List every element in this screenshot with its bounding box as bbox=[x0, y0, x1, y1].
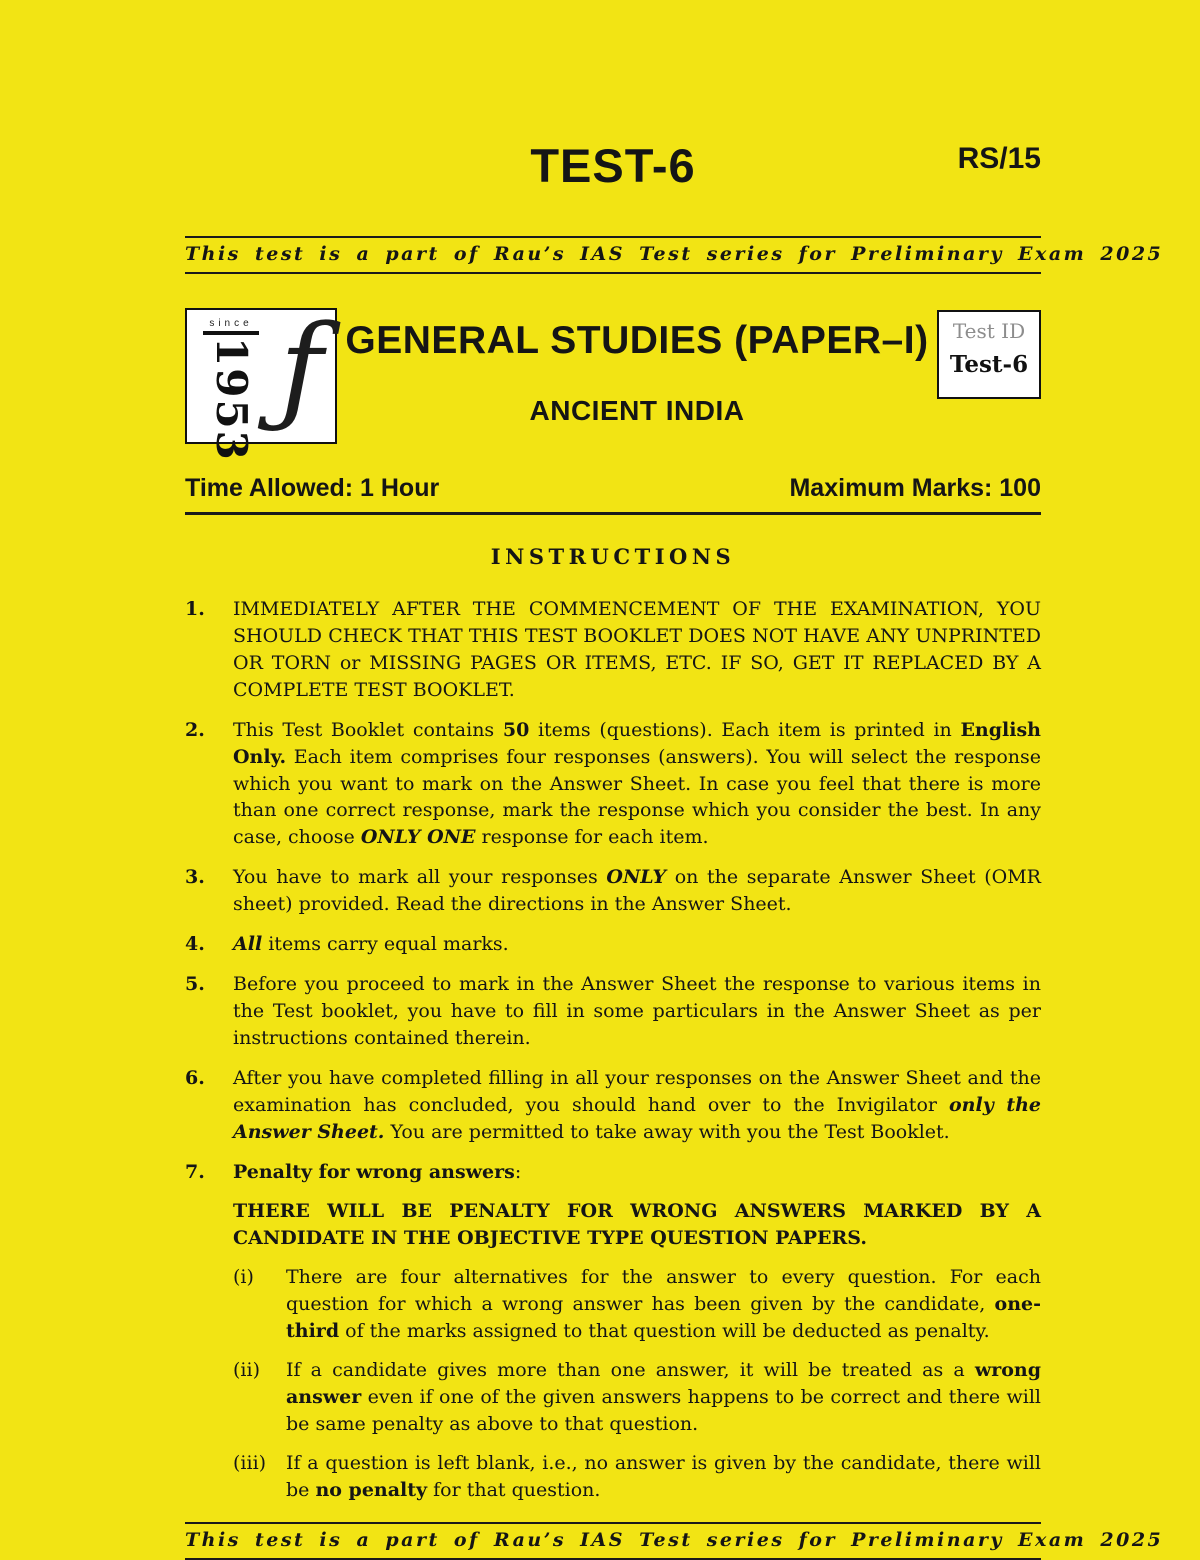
subitem-body bbox=[286, 1264, 1041, 1345]
instruction-text-segment: response for each item. bbox=[475, 826, 709, 849]
instruction-item bbox=[185, 1065, 1041, 1146]
instruction-item bbox=[185, 596, 1041, 704]
instructions-heading: INSTRUCTIONS bbox=[490, 543, 736, 569]
instruction-item bbox=[185, 931, 1041, 958]
test-id-value: Test-6 bbox=[949, 350, 1029, 378]
subitem-body bbox=[286, 1357, 1041, 1438]
instruction-text-segment: You are permitted to take away with you the Test Booklet. bbox=[384, 1121, 950, 1144]
instruction-text-segment: You have to mark all your responses bbox=[233, 866, 607, 889]
instruction-text-segment: If a candidate gives more than one answer, it will be treated as a bbox=[286, 1358, 975, 1381]
subitem-label: (i) bbox=[233, 1266, 254, 1289]
maximum-marks-label: Maximum Marks: 100 bbox=[789, 473, 1041, 502]
test-id-box bbox=[937, 310, 1041, 399]
instruction-text-segment: on the separate Answer Sheet (OMR sheet) provided. Read the directions in the Answer Sheet. bbox=[233, 866, 1041, 916]
instruction-text-segment: only the Answer Sheet. bbox=[233, 1094, 1041, 1144]
instruction-body bbox=[233, 596, 1041, 704]
raus-profile-glyph-icon: ƒ bbox=[279, 298, 323, 437]
instruction-text-segment: IMMEDIATELY AFTER THE COMMENCEMENT OF THE EXAMINATION, YOU SHOULD CHECK THAT THIS TEST BOOKLET DOES NOT HAVE ANY UNPRINTED OR TORN or MISSING PAGES OR ITEMS, ETC. IF SO, GET IT REPLACED BY A COMPLETE TEST BOOKLET. bbox=[233, 597, 1041, 701]
instruction-body bbox=[233, 1159, 1041, 1504]
instruction-text-segment: one-third bbox=[286, 1293, 1041, 1342]
instruction-number: 1. bbox=[185, 597, 205, 620]
subitem-label: (iii) bbox=[233, 1451, 267, 1474]
instruction-number: 3. bbox=[185, 866, 205, 889]
instruction-text-segment: This Test Booklet contains bbox=[233, 718, 503, 741]
instruction-text-segment: no penalty bbox=[315, 1478, 428, 1501]
instruction-subitem bbox=[233, 1357, 1041, 1438]
instruction-body bbox=[233, 864, 1041, 918]
instruction-text-segment: items (questions). Each item is printed in bbox=[529, 718, 961, 741]
instruction-body bbox=[233, 931, 1041, 958]
brand-row bbox=[185, 298, 1041, 462]
instruction-text-segment: ONLY bbox=[606, 866, 667, 889]
instruction-body bbox=[233, 717, 1041, 852]
series-banner-bottom: This test is a part of Rau’s IAS Test series for Preliminary Exam 2025 bbox=[185, 1522, 1041, 1560]
subitem-body bbox=[286, 1450, 1041, 1504]
instruction-text-segment: : bbox=[514, 1161, 522, 1184]
instruction-number: 7. bbox=[185, 1161, 205, 1184]
instruction-text-segment: There are four alternatives for the answer to every question. For each question for which a wrong answer has been given by the candidate, bbox=[286, 1266, 1041, 1315]
test-id-label: Test ID bbox=[952, 318, 1026, 343]
instruction-paragraph bbox=[233, 971, 1041, 1052]
instruction-number: 2. bbox=[185, 718, 205, 741]
instruction-text-segment: ONLY ONE bbox=[360, 826, 476, 849]
instruction-text-segment: of the marks assigned to that question will be deducted as penalty. bbox=[339, 1319, 990, 1342]
instruction-number: 6. bbox=[185, 1067, 205, 1090]
instruction-text-segment: Before you proceed to mark in the Answer Sheet the response to various items in the Test booklet, you have to fill in some particulars in the Answer Sheet as per instructions contained therein. bbox=[233, 973, 1041, 1050]
instruction-item bbox=[185, 971, 1041, 1052]
paper-subtitle: ANCIENT INDIA bbox=[529, 394, 745, 426]
raus-ias-logo bbox=[185, 298, 337, 462]
instruction-text-segment: All bbox=[233, 933, 263, 956]
instruction-text-segment: 50 bbox=[502, 718, 530, 741]
title-row bbox=[185, 140, 1041, 192]
reference-code: RS/15 bbox=[957, 142, 1041, 175]
instruction-item bbox=[185, 717, 1041, 852]
instruction-text-segment: even if one of the given answers happens to be correct and there will be same penalty as above to that question. bbox=[286, 1385, 1041, 1435]
instruction-item bbox=[185, 1159, 1041, 1504]
instruction-paragraph bbox=[233, 931, 1041, 958]
paper-title: GENERAL STUDIES (PAPER–I) bbox=[345, 318, 929, 362]
instruction-item bbox=[185, 864, 1041, 918]
instruction-text-segment: items carry equal marks. bbox=[262, 933, 509, 956]
instruction-paragraph bbox=[233, 864, 1041, 918]
instruction-body bbox=[233, 971, 1041, 1052]
instruction-body bbox=[233, 1065, 1041, 1146]
logo-year-1953: 1953 bbox=[207, 336, 256, 462]
instruction-text-segment: wrong answer bbox=[286, 1358, 1041, 1408]
subitem-label: (ii) bbox=[233, 1358, 260, 1381]
instruction-text-segment: Each item comprises four responses (answers). You will select the response which you want to mark on the Answer Sheet. In case you feel that there is more than one correct response, mark the response which you consider the best. In any case, choose bbox=[233, 745, 1041, 849]
instruction-number: 4. bbox=[185, 933, 205, 956]
instruction-text-segment: English Only. bbox=[233, 718, 1041, 768]
instruction-subitem bbox=[233, 1450, 1041, 1504]
instruction-number: 5. bbox=[185, 973, 205, 996]
instruction-paragraph bbox=[233, 717, 1041, 852]
instruction-text-segment: If a question is left blank, i.e., no answer is given by the candidate, there will be bbox=[286, 1451, 1041, 1501]
meta-row bbox=[185, 474, 1041, 515]
page-content bbox=[185, 0, 1164, 1560]
instructions-list bbox=[185, 596, 1041, 1504]
logo-since-label: since bbox=[203, 318, 259, 335]
instruction-text-segment: THERE WILL BE PENALTY FOR WRONG ANSWERS MARKED BY A CANDIDATE IN THE OBJECTIVE TYPE QUESTION PAPERS. bbox=[233, 1200, 1041, 1250]
instruction-text-segment: Penalty for wrong answers bbox=[233, 1161, 515, 1184]
series-banner-top: This test is a part of Rau’s IAS Test series for Preliminary Exam 2025 bbox=[185, 236, 1041, 274]
time-allowed-label: Time Allowed: 1 Hour bbox=[185, 473, 440, 502]
instruction-text-segment: for that question. bbox=[427, 1478, 601, 1501]
paper-heading-block bbox=[337, 308, 937, 427]
instruction-text-segment: After you have completed filling in all your responses on the Answer Sheet and the examination has concluded, you should hand over to the Invigilator bbox=[233, 1067, 1041, 1117]
instruction-paragraph bbox=[233, 1065, 1041, 1146]
test-code-title: TEST-6 bbox=[530, 139, 696, 192]
instruction-paragraph bbox=[233, 1159, 1041, 1186]
instruction-paragraph bbox=[233, 596, 1041, 704]
instruction-paragraph bbox=[233, 1198, 1041, 1252]
instruction-subitem bbox=[233, 1264, 1041, 1345]
